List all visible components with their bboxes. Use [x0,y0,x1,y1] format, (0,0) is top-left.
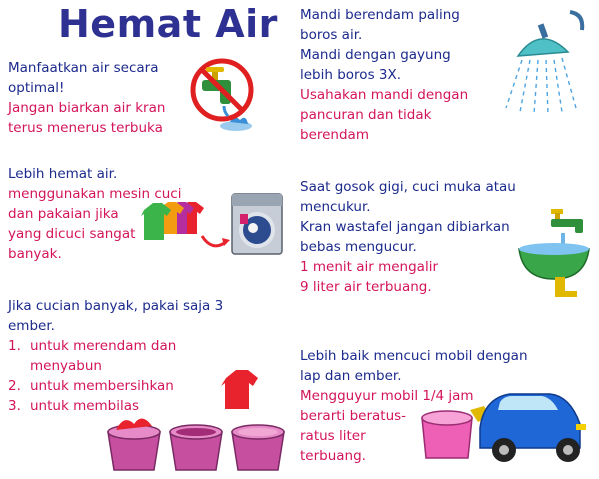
list-text: untuk merendam dan [30,338,177,354]
laundry-buckets-icon [100,368,300,474]
tip-line: dan pakaian jika [8,206,119,222]
tip-line: ratus liter [300,428,366,444]
tip-faucet [8,58,165,138]
tip-sink [300,177,516,297]
list-number: 2. [8,378,21,394]
washing-machine-icon [140,190,290,260]
tip-line: Lebih baik mencuci mobil dengan [300,348,528,364]
tip-line: 9 liter air terbuang. [300,279,432,295]
tip-line: terbuang. [300,448,366,464]
tip-line: Jangan biarkan air kran [8,100,166,116]
sink-faucet-icon [515,205,595,300]
list-text: untuk membersihkan [30,378,174,394]
tip-line: Mengguyur mobil 1/4 jam [300,388,474,404]
tip-line: Mandi berendam paling [300,7,460,23]
tip-line: Usahakan mandi dengan [300,87,469,103]
tip-line: bebas mengucur. [300,239,417,255]
no-running-faucet-icon [186,50,261,140]
tip-line: berendam [300,127,369,143]
tip-line: terus menerus terbuka [8,120,163,136]
tip-line: berarti beratus- [300,408,407,424]
tip-line: mencukur. [300,199,371,215]
list-text: menyabun [30,358,102,374]
tip-shower [300,5,468,145]
tip-line: boros air. [300,27,363,43]
page-title: Hemat Air [58,2,278,46]
tip-line: Jika cucian banyak, pakai saja 3 [8,298,224,314]
tip-line: lebih boros 3X. [300,67,402,83]
tip-line: lap dan ember. [300,368,402,384]
tip-line: optimal! [8,80,65,96]
tip-line: Lebih hemat air. [8,166,118,182]
tip-line: yang dicuci sangat [8,226,136,242]
tip-line: Mandi dengan gayung [300,47,451,63]
list-text: untuk membilas [30,398,140,414]
tip-line: 1 menit air mengalir [300,259,438,275]
tip-line: banyak. [8,246,62,262]
tip-line: Kran wastafel jangan dibiarkan [300,219,510,235]
list-number: 1. [8,338,21,354]
tip-line: Saat gosok gigi, cuci muka atau [300,179,516,195]
tip-line: Manfaatkan air secara [8,60,159,76]
tip-line: menggunakan mesin cuci [8,186,182,202]
tip-line: pancuran dan tidak [300,107,432,123]
list-number: 3. [8,398,21,414]
tip-line: ember. [8,318,55,334]
shower-head-icon [500,8,595,118]
car-wash-icon [418,368,596,474]
